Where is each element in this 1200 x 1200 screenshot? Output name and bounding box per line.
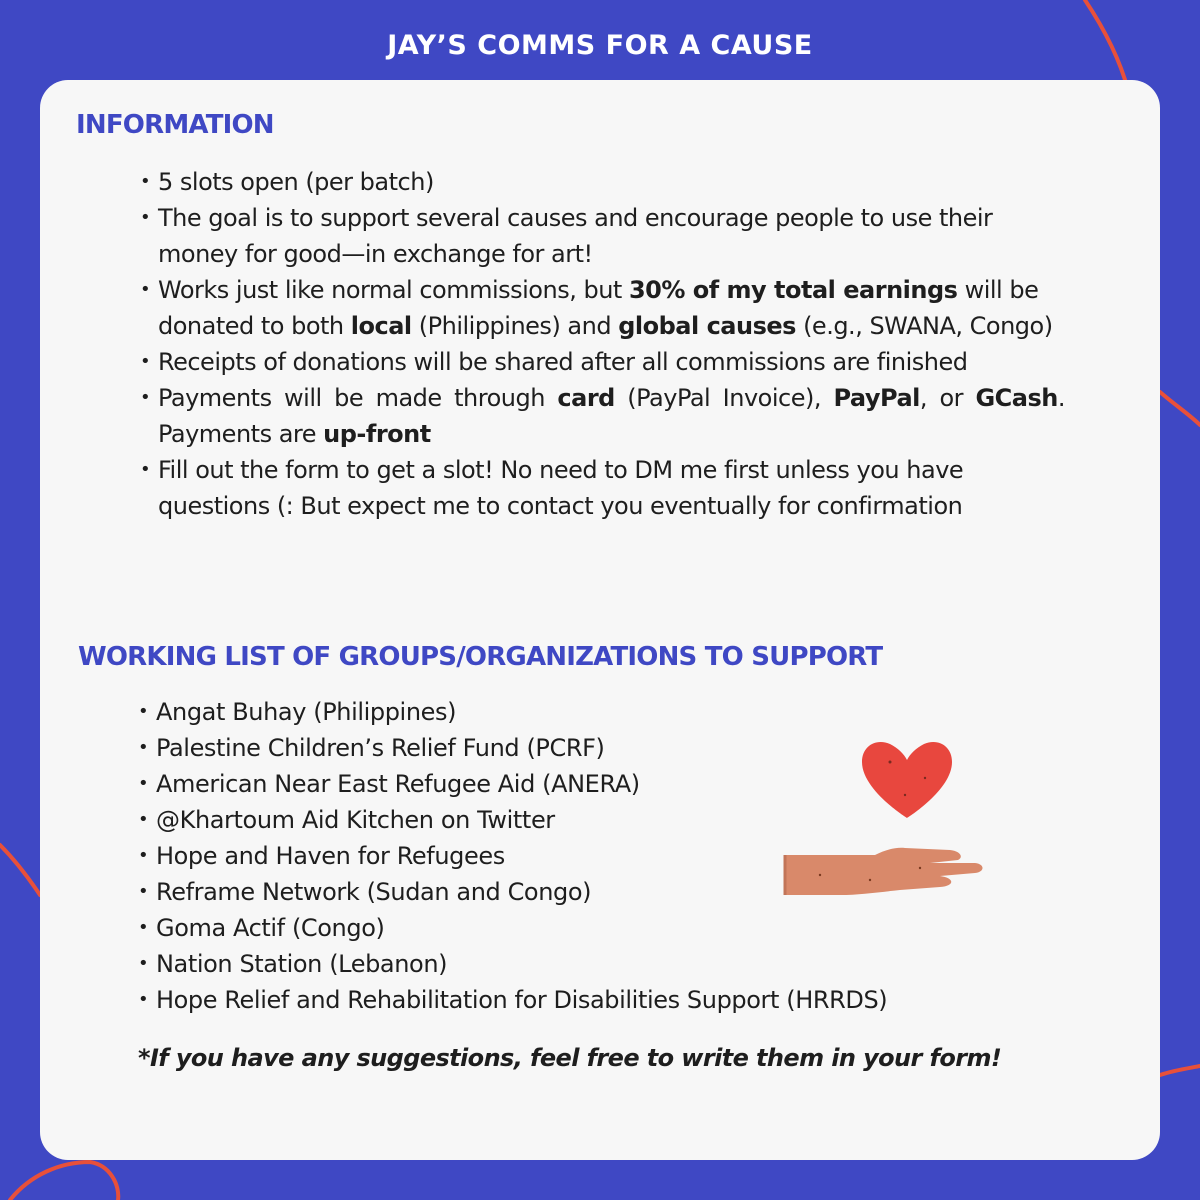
global-emphasis: global causes	[618, 312, 796, 340]
paypal-emphasis: PayPal	[833, 384, 920, 412]
list-item	[140, 200, 1065, 272]
list-item: • Hope and Haven for Refugees	[138, 838, 998, 874]
form-text: Fill out the form to get a slot! No need to DM me first unless you have questions (: But expect me to contact you eventually for confirmation	[158, 456, 964, 520]
payment-text: (PayPal Invoice),	[614, 384, 834, 412]
list-item	[140, 344, 1065, 380]
card-emphasis: card	[557, 384, 615, 412]
commission-text: (Philippines) and	[411, 312, 619, 340]
gcash-emphasis: GCash	[975, 384, 1058, 412]
list-item	[140, 164, 1065, 200]
list-item: • Angat Buhay (Philippines)	[138, 694, 998, 730]
list-item: • Reframe Network (Sudan and Congo)	[138, 874, 998, 910]
list-item	[140, 452, 1065, 524]
list-item	[140, 272, 1065, 344]
list-item: • Nation Station (Lebanon)	[138, 946, 998, 982]
list-item: • Palestine Children’s Relief Fund (PCRF)	[138, 730, 998, 766]
page-title: JAY’S COMMS FOR A CAUSE	[387, 30, 813, 61]
commission-text: Works just like normal commissions, but	[158, 276, 629, 304]
information-list	[140, 164, 1065, 524]
goal-text: The goal is to support several causes and encourage people to use their money for good—in exchange for art!	[158, 204, 993, 268]
list-item: • Goma Actif (Congo)	[138, 910, 998, 946]
payment-text: , or	[919, 384, 976, 412]
local-emphasis: local	[350, 312, 412, 340]
commission-text: (e.g., SWANA, Congo)	[795, 312, 1053, 340]
list-item: • Hope Relief and Rehabilitation for Disabilities Support (HRRDS)	[138, 982, 998, 1018]
commission-text: will be donated to both	[158, 276, 1039, 340]
upfront-emphasis: up-front	[323, 420, 431, 448]
list-item	[140, 380, 1065, 452]
receipts-text: Receipts of donations will be shared after all commissions are finished	[158, 348, 968, 376]
slots-text: 5 slots open (per batch)	[158, 168, 434, 196]
heart-in-hand-icon	[780, 740, 990, 910]
content-card	[40, 80, 1160, 1160]
payment-text: . Payments are	[158, 384, 1066, 448]
payment-text: Payments will be made through	[158, 384, 558, 412]
organizations-heading: WORKING LIST OF GROUPS/ORGANIZATIONS TO SUPPORT	[78, 642, 883, 672]
list-item: • American Near East Refugee Aid (ANERA)	[138, 766, 998, 802]
list-item: • @Khartoum Aid Kitchen on Twitter	[138, 802, 998, 838]
earnings-emphasis: 30% of my total earnings	[628, 276, 958, 304]
suggestions-note: *If you have any suggestions, feel free to write them in your form!	[138, 1044, 1002, 1072]
information-heading: INFORMATION	[76, 110, 274, 140]
